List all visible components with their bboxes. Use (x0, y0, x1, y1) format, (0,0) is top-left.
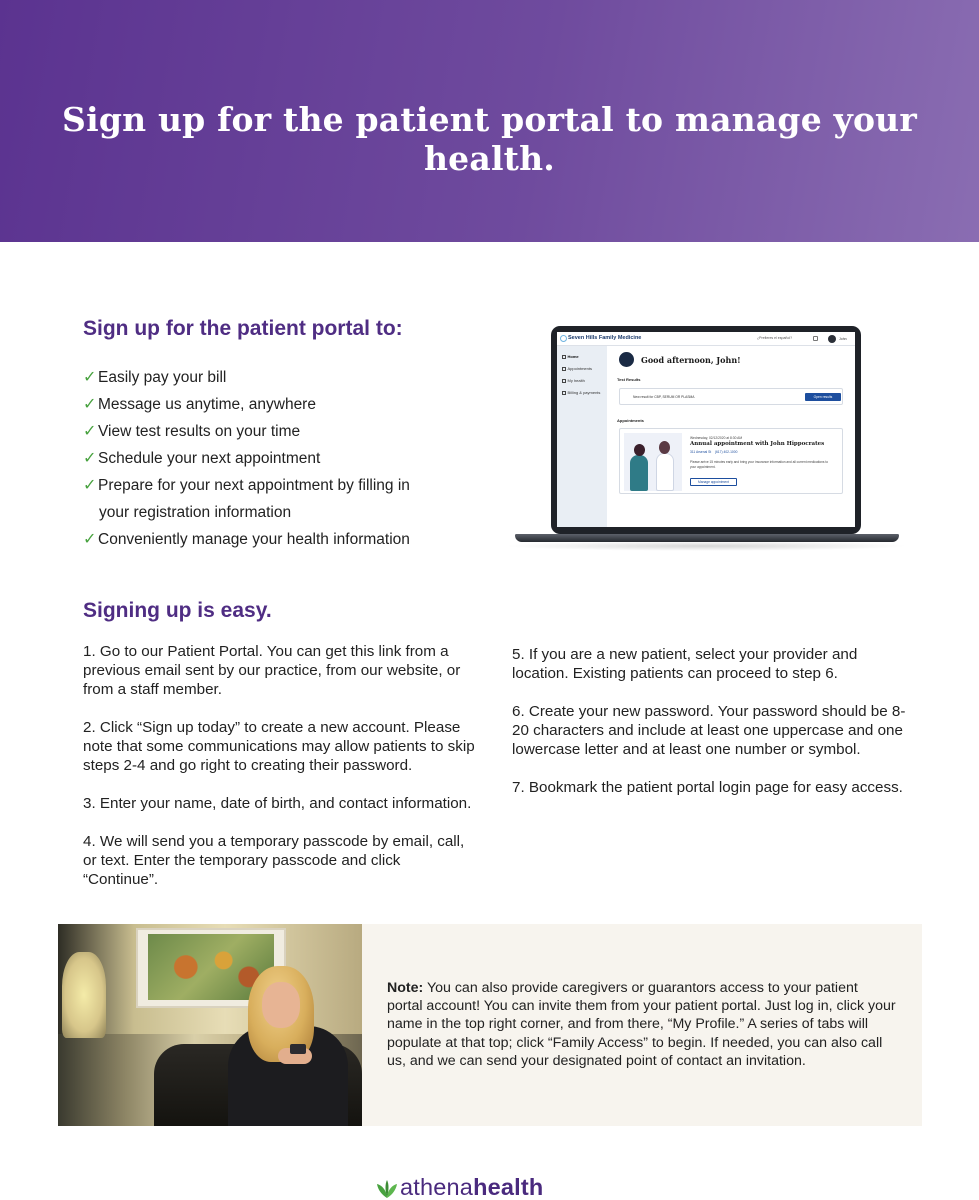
benefits-list (83, 366, 410, 555)
appointment-card (619, 428, 843, 494)
page-title: Sign up for the patient portal to manage your health. (62, 100, 917, 178)
benefit-item: ✓ Conveniently manage your health information (83, 528, 410, 555)
appointment-date: Wednesday, 02/12/2020 at 8:30 AM (690, 436, 743, 440)
note-body: You can also provide caregivers or guarantors access to your patient portal account! You can invite them from your patient portal. Just log in, click your name in the top right corner, and from there, “My Profile.” A series of tabs will populate at that top; click “Family Access” to begin. If needed, you can also call us, and we can send your designated point of contact an invitation. (387, 980, 896, 1069)
benefit-item: ✓ Easily pay your bill (83, 366, 410, 393)
check-icon: ✓ (83, 396, 97, 413)
step-item: 7. Bookmark the patient portal login page for easy access. (512, 779, 903, 796)
check-icon: ✓ (83, 477, 97, 494)
home-icon (562, 355, 566, 359)
step-item: 5. If you are a new patient, select your provider and location. Existing patients can proceed to step 6. (512, 646, 858, 682)
user-avatar[interactable] (828, 335, 836, 343)
practice-logo-icon (560, 335, 567, 342)
benefit-item: ✓ Prepare for your next appointment by filling in (83, 474, 410, 501)
nav-appointments[interactable]: Appointments (562, 366, 592, 371)
step-item: 1. Go to our Patient Portal. You can get this link from a previous email sent by our practice, from our website, or from a staff member. (83, 643, 461, 698)
benefit-item: ✓ View test results on your time (83, 420, 410, 447)
laptop-shadow (504, 541, 909, 551)
step-item: 6. Create your new password. Your password should be 8-20 characters and include at least one uppercase and one lowercase letter and at least one number or symbol. (512, 703, 906, 758)
check-icon: ✓ (83, 423, 97, 440)
brand-name: athenahealth (400, 1174, 544, 1200)
note-label: Note: (387, 980, 424, 996)
benefit-item: ✓ Message us anytime, anywhere (83, 393, 410, 420)
steps-heading: Signing up is easy. (83, 599, 272, 622)
manage-appointment-button[interactable]: Manage appointment (690, 478, 737, 486)
user-name[interactable]: John (839, 337, 847, 341)
nav-my-health[interactable]: My health (562, 378, 585, 383)
note-text (387, 979, 897, 1070)
portal-screen (557, 332, 855, 527)
portal-header (557, 332, 855, 346)
appointment-title: Annual appointment with John Hippocrates (690, 441, 825, 447)
practice-name: Seven Hills Family Medicine (568, 335, 642, 341)
benefits-heading: Sign up for the patient portal to: (83, 317, 403, 340)
hero-banner (0, 0, 979, 242)
appointments-heading: Appointments (617, 418, 644, 423)
appointment-note: Please arrive 15 minutes early and bring your insurance information and all current medications to your appointment. (690, 460, 829, 469)
steps-left-column (83, 642, 478, 908)
open-results-button[interactable]: Open results (805, 393, 841, 401)
calendar-icon (562, 367, 566, 371)
appointment-location: 311 Arsenal St (617) 402-1000 (690, 450, 738, 454)
benefit-item: ✓ Schedule your next appointment (83, 447, 410, 474)
athenahealth-logo (376, 1175, 576, 1200)
greeting-avatar (619, 352, 634, 367)
billing-icon (562, 391, 566, 395)
laptop-portal-preview (494, 322, 919, 554)
test-result-text: New result for CBP, SERUM OR PLASMA (633, 395, 695, 399)
nav-home[interactable]: Home (562, 354, 579, 359)
test-results-heading: Test Results (617, 377, 641, 382)
check-icon: ✓ (83, 450, 97, 467)
language-link[interactable]: ¿Prefieres el español? (757, 336, 793, 340)
leaf-icon (376, 1179, 398, 1199)
test-result-card (619, 388, 843, 405)
woman-with-phone-photo (58, 924, 362, 1126)
messages-icon[interactable] (813, 336, 818, 341)
check-icon: ✓ (83, 369, 97, 386)
heart-icon (562, 379, 566, 383)
laptop-lid (551, 326, 861, 534)
step-item: 4. We will send you a temporary passcode by email, call, or text. Enter the temporary passcode and click “Continue”. (83, 833, 465, 888)
steps-right-column (512, 645, 912, 816)
benefit-item-continuation: your registration information (99, 504, 292, 521)
nav-billing[interactable]: Billing & payments (562, 390, 600, 395)
step-item: 2. Click “Sign up today” to create a new account. Please note that some communications may allow patients to skip steps 2-4 and go right to creating their password. (83, 719, 475, 774)
greeting: Good afternoon, John! (641, 355, 741, 365)
step-item: 3. Enter your name, date of birth, and contact information. (83, 795, 472, 812)
doctor-patient-illustration (624, 433, 682, 491)
portal-sidebar (557, 346, 607, 527)
check-icon: ✓ (83, 531, 97, 548)
